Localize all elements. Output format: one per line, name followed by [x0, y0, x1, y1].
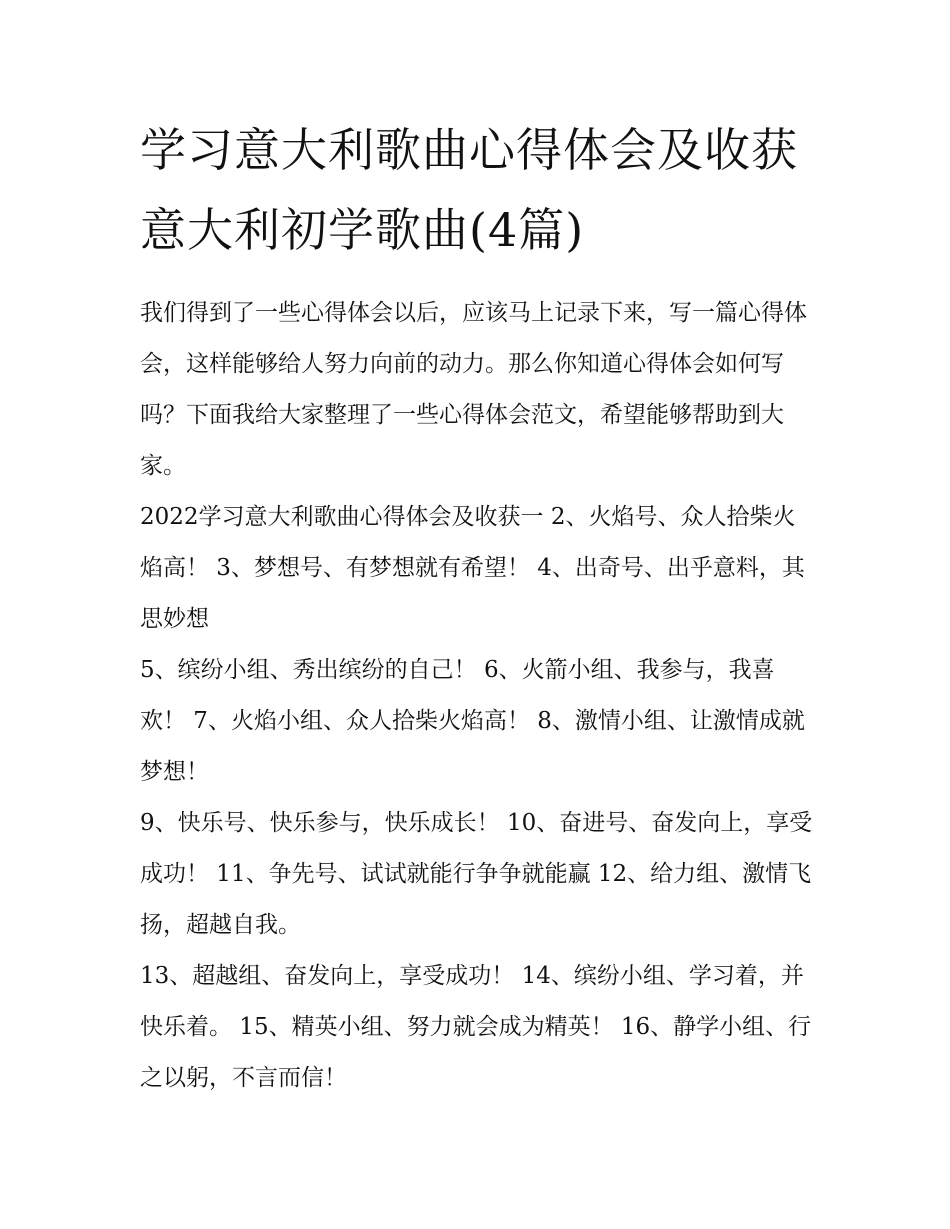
paragraph-slogans-3: 9、快乐号、快乐参与，快乐成长！ 10、奋进号、奋发向上，享受成功！ 11、争先号、试试就能行争争就能赢 12、给力组、激情飞扬，超越自我。 — [140, 810, 813, 938]
document-body — [140, 110, 815, 1104]
intro-paragraph: 我们得到了一些心得体会以后，应该马上记录下来，写一篇心得体会，这样能够给人努力向前的动力。那么你知道心得体会如何写吗？下面我给大家整理了一些心得体会范文，希望能够帮助到大家。 — [140, 300, 807, 479]
paragraph-slogans-1: 2022学习意大利歌曲心得体会及收获一 2、火焰号、众人拾柴火焰高！ 3、梦想号、有梦想就有希望！ 4、出奇号、出乎意料，其思妙想 — [140, 504, 805, 632]
paragraph-slogans-2: 5、缤纷小组、秀出缤纷的自己！ 6、火箭小组、我参与，我喜欢！ 7、火焰小组、众人拾柴火焰高！ 8、激情小组、让激情成就梦想！ — [140, 657, 805, 785]
paragraph-slogans-4: 13、超越组、奋发向上，享受成功！ 14、缤纷小组、学习着，并快乐着。 15、精英小组、努力就会成为精英！ 16、静学小组、行之以躬，不言而信！ — [140, 963, 812, 1091]
document-title: 学习意大利歌曲心得体会及收获 意大利初学歌曲(4篇) — [140, 123, 798, 257]
